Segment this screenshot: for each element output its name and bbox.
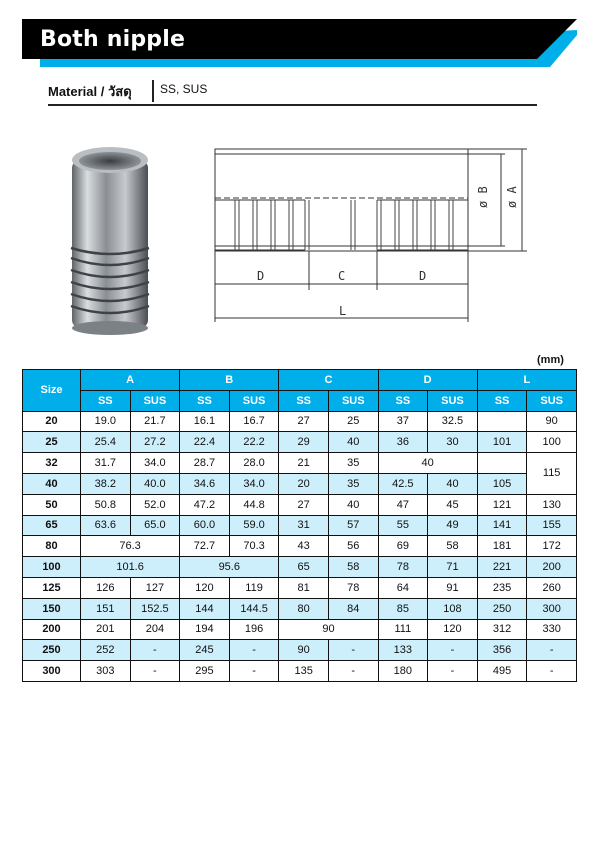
cell-a-ss: 25.4 xyxy=(81,432,131,453)
header-a-sus: SUS xyxy=(130,390,180,411)
cell-c-ss: 31 xyxy=(279,515,329,536)
header-b: B xyxy=(180,370,279,391)
cell-d-sus: 108 xyxy=(428,598,478,619)
cell-c-ss: 27 xyxy=(279,494,329,515)
header-a-ss: SS xyxy=(81,390,131,411)
material-value: SS, SUS xyxy=(160,82,208,96)
cell-l-ss xyxy=(477,411,527,432)
cell-a-ss: 38.2 xyxy=(81,473,131,494)
cell-d-ss: 47 xyxy=(378,494,428,515)
cell-b-sus: - xyxy=(229,661,279,682)
title-banner xyxy=(22,19,577,71)
cell-size: 32 xyxy=(23,453,81,474)
cell-b-ss: 120 xyxy=(180,577,230,598)
cell-d-ss: 55 xyxy=(378,515,428,536)
cell-a-sus: - xyxy=(130,640,180,661)
cell-l-ss: 356 xyxy=(477,640,527,661)
cell-l-sus: 330 xyxy=(527,619,577,640)
table-row xyxy=(23,598,577,619)
cell-b-merged: 95.6 xyxy=(180,557,279,578)
cell-c-ss: 43 xyxy=(279,536,329,557)
cell-a-sus: 204 xyxy=(130,619,180,640)
cell-c-ss: 21 xyxy=(279,453,329,474)
table-row xyxy=(23,619,577,640)
cell-b-sus: 144.5 xyxy=(229,598,279,619)
header-l-ss: SS xyxy=(477,390,527,411)
cell-l-ss: 312 xyxy=(477,619,527,640)
cell-d-sus: - xyxy=(428,661,478,682)
cell-l-ss: 121 xyxy=(477,494,527,515)
table-row xyxy=(23,577,577,598)
cell-a-sus: 34.0 xyxy=(130,453,180,474)
cell-c-ss: 90 xyxy=(279,640,329,661)
cell-l-ss: 221 xyxy=(477,557,527,578)
drawing-label-phi-b: ø B xyxy=(476,186,490,208)
page-title: Both nipple xyxy=(40,27,186,52)
header-d-sus: SUS xyxy=(428,390,478,411)
cell-l-ss: 181 xyxy=(477,536,527,557)
table-row xyxy=(23,536,577,557)
cell-l-sus: 200 xyxy=(527,557,577,578)
cell-l-sus: - xyxy=(527,640,577,661)
cell-size: 300 xyxy=(23,661,81,682)
cell-a-sus: 127 xyxy=(130,577,180,598)
drawing-label-d-left: D xyxy=(257,269,265,283)
table-row xyxy=(23,515,577,536)
cell-c-merged: 90 xyxy=(279,619,378,640)
cell-a-merged: 76.3 xyxy=(81,536,180,557)
cell-d-sus: 40 xyxy=(428,473,478,494)
cell-l-ss: 235 xyxy=(477,577,527,598)
cell-size: 50 xyxy=(23,494,81,515)
cell-b-sus: 196 xyxy=(229,619,279,640)
cell-c-sus: 40 xyxy=(328,432,378,453)
cell-c-ss: 65 xyxy=(279,557,329,578)
cell-c-sus: 35 xyxy=(328,453,378,474)
cell-c-sus: - xyxy=(328,661,378,682)
cell-l-sus: 155 xyxy=(527,515,577,536)
cell-a-sus: 52.0 xyxy=(130,494,180,515)
header-d: D xyxy=(378,370,477,391)
cell-l-ss: 250 xyxy=(477,598,527,619)
technical-drawing xyxy=(205,140,535,345)
drawing-label-c: C xyxy=(338,269,346,283)
header-c-ss: SS xyxy=(279,390,329,411)
cell-d-ss: 111 xyxy=(378,619,428,640)
cell-b-ss: 295 xyxy=(180,661,230,682)
header-b-sus: SUS xyxy=(229,390,279,411)
cell-a-sus: 152.5 xyxy=(130,598,180,619)
cell-d-merged: 40 xyxy=(378,453,477,474)
cell-d-ss: 78 xyxy=(378,557,428,578)
table-row xyxy=(23,494,577,515)
cell-b-sus: 28.0 xyxy=(229,453,279,474)
cell-c-sus: 58 xyxy=(328,557,378,578)
header-l-sus: SUS xyxy=(527,390,577,411)
cell-b-ss: 22.4 xyxy=(180,432,230,453)
cell-b-sus: 119 xyxy=(229,577,279,598)
cell-c-ss: 80 xyxy=(279,598,329,619)
cell-d-sus: 30 xyxy=(428,432,478,453)
table-row xyxy=(23,432,577,453)
table-row xyxy=(23,453,577,474)
drawing-label-phi-a: ø A xyxy=(505,186,519,208)
cell-size: 40 xyxy=(23,473,81,494)
cell-d-ss: 64 xyxy=(378,577,428,598)
cell-d-sus: 71 xyxy=(428,557,478,578)
cell-d-ss: 180 xyxy=(378,661,428,682)
cell-size: 100 xyxy=(23,557,81,578)
drawing-label-l: L xyxy=(339,304,347,318)
cell-size: 65 xyxy=(23,515,81,536)
cell-b-ss: 60.0 xyxy=(180,515,230,536)
cell-b-sus: 34.0 xyxy=(229,473,279,494)
cell-d-sus: 32.5 xyxy=(428,411,478,432)
cell-a-merged: 101.6 xyxy=(81,557,180,578)
cell-c-sus: 40 xyxy=(328,494,378,515)
table-row xyxy=(23,411,577,432)
cell-b-sus: 44.8 xyxy=(229,494,279,515)
cell-c-sus: 35 xyxy=(328,473,378,494)
cell-l-sus: 172 xyxy=(527,536,577,557)
cell-size: 125 xyxy=(23,577,81,598)
cell-b-ss: 72.7 xyxy=(180,536,230,557)
cell-c-ss: 81 xyxy=(279,577,329,598)
cell-c-sus: 25 xyxy=(328,411,378,432)
cell-d-sus: 49 xyxy=(428,515,478,536)
cell-b-sus: 16.7 xyxy=(229,411,279,432)
cell-b-ss: 16.1 xyxy=(180,411,230,432)
spec-table xyxy=(22,369,577,682)
cell-a-sus: 65.0 xyxy=(130,515,180,536)
cell-l-sus: - xyxy=(527,661,577,682)
cell-d-ss: 37 xyxy=(378,411,428,432)
table-row xyxy=(23,473,577,494)
cell-a-ss: 126 xyxy=(81,577,131,598)
cell-a-ss: 19.0 xyxy=(81,411,131,432)
header-l: L xyxy=(477,370,576,391)
cell-a-ss: 303 xyxy=(81,661,131,682)
header-a: A xyxy=(81,370,180,391)
cell-a-sus: - xyxy=(130,661,180,682)
cell-l-ss: 105 xyxy=(477,473,527,494)
cell-a-sus: 21.7 xyxy=(130,411,180,432)
cell-c-ss: 20 xyxy=(279,473,329,494)
cell-a-ss: 201 xyxy=(81,619,131,640)
header-c: C xyxy=(279,370,378,391)
cell-b-ss: 144 xyxy=(180,598,230,619)
header-c-sus: SUS xyxy=(328,390,378,411)
cell-l-ss: 141 xyxy=(477,515,527,536)
cell-l-sus: 90 xyxy=(527,411,577,432)
cell-b-sus: - xyxy=(229,640,279,661)
cell-l-ss: 495 xyxy=(477,661,527,682)
cell-d-ss: 36 xyxy=(378,432,428,453)
cell-b-ss: 245 xyxy=(180,640,230,661)
cell-b-ss: 28.7 xyxy=(180,453,230,474)
header-size: Size xyxy=(23,370,81,412)
cell-c-sus: 57 xyxy=(328,515,378,536)
material-label: Material / วัสดุ xyxy=(48,84,132,99)
cell-a-ss: 151 xyxy=(81,598,131,619)
cell-size: 150 xyxy=(23,598,81,619)
cell-l-sus: 300 xyxy=(527,598,577,619)
cell-d-sus: 91 xyxy=(428,577,478,598)
cell-l-sus: 260 xyxy=(527,577,577,598)
cell-l-sus-merged: 115 xyxy=(527,453,577,495)
header-b-ss: SS xyxy=(180,390,230,411)
cell-c-sus: 84 xyxy=(328,598,378,619)
cell-b-ss: 194 xyxy=(180,619,230,640)
cell-c-sus: 78 xyxy=(328,577,378,598)
table-row xyxy=(23,557,577,578)
cell-c-ss: 29 xyxy=(279,432,329,453)
cell-b-sus: 70.3 xyxy=(229,536,279,557)
cell-a-ss: 252 xyxy=(81,640,131,661)
cell-c-sus: - xyxy=(328,640,378,661)
cell-l-sus: 130 xyxy=(527,494,577,515)
cell-size: 250 xyxy=(23,640,81,661)
table-row xyxy=(23,640,577,661)
cell-size: 80 xyxy=(23,536,81,557)
cell-a-sus: 27.2 xyxy=(130,432,180,453)
cell-l-ss: 101 xyxy=(477,432,527,453)
drawing-label-d-right: D xyxy=(419,269,427,283)
product-photo xyxy=(60,140,170,345)
cell-d-sus: 58 xyxy=(428,536,478,557)
cell-c-ss: 135 xyxy=(279,661,329,682)
cell-a-ss: 31.7 xyxy=(81,453,131,474)
unit-label: (mm) xyxy=(537,354,564,366)
cell-c-ss: 27 xyxy=(279,411,329,432)
cell-d-sus: - xyxy=(428,640,478,661)
cell-d-ss: 42.5 xyxy=(378,473,428,494)
cell-b-ss: 47.2 xyxy=(180,494,230,515)
cell-size: 200 xyxy=(23,619,81,640)
header-d-ss: SS xyxy=(378,390,428,411)
cell-a-sus: 40.0 xyxy=(130,473,180,494)
cell-d-ss: 133 xyxy=(378,640,428,661)
cell-l-ss xyxy=(477,453,527,474)
cell-c-sus: 56 xyxy=(328,536,378,557)
cell-size: 25 xyxy=(23,432,81,453)
cell-l-sus: 100 xyxy=(527,432,577,453)
cell-a-ss: 63.6 xyxy=(81,515,131,536)
cell-d-ss: 85 xyxy=(378,598,428,619)
cell-b-ss: 34.6 xyxy=(180,473,230,494)
cell-d-ss: 69 xyxy=(378,536,428,557)
cell-b-sus: 22.2 xyxy=(229,432,279,453)
cell-d-sus: 120 xyxy=(428,619,478,640)
table-row xyxy=(23,661,577,682)
material-divider xyxy=(152,80,154,102)
cell-a-ss: 50.8 xyxy=(81,494,131,515)
cell-d-sus: 45 xyxy=(428,494,478,515)
material-row xyxy=(48,78,537,106)
cell-size: 20 xyxy=(23,411,81,432)
cell-b-sus: 59.0 xyxy=(229,515,279,536)
